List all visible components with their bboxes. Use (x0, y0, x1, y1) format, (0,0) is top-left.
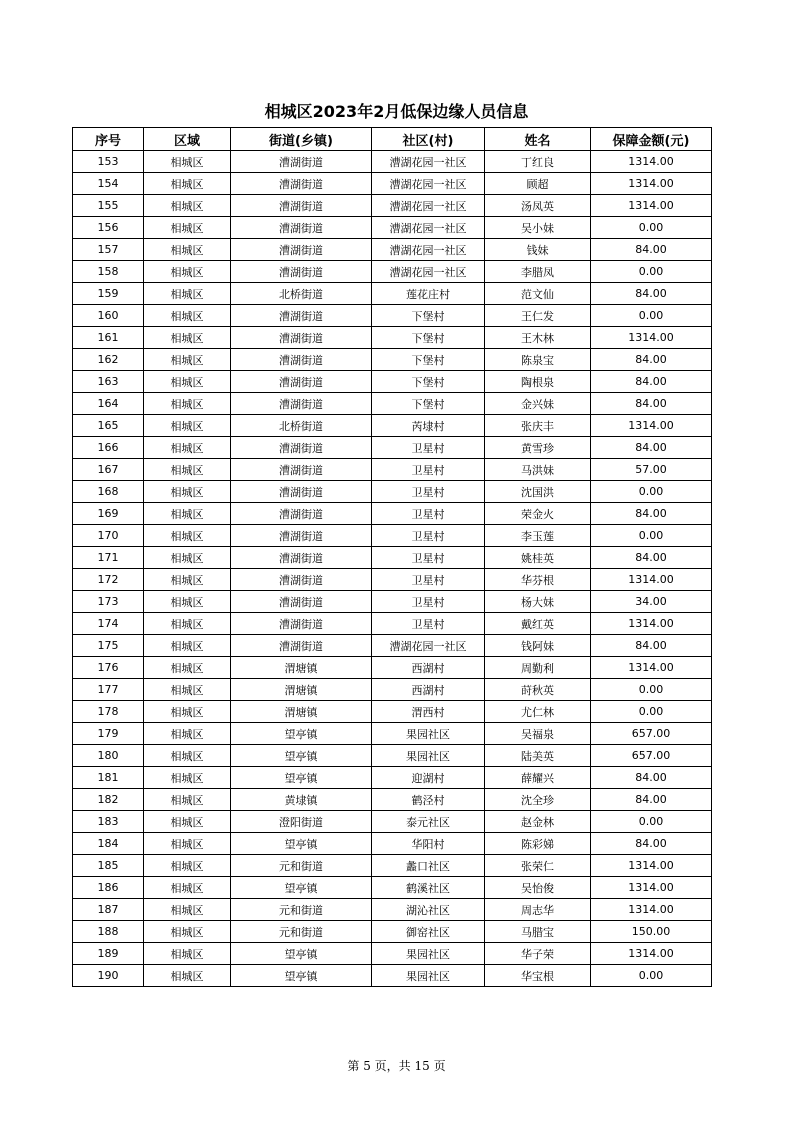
cell-street: 望亭镇 (231, 767, 372, 789)
cell-name: 华芬根 (485, 569, 591, 591)
cell-street: 望亭镇 (231, 943, 372, 965)
table-row (73, 965, 712, 987)
cell-index: 157 (73, 239, 144, 261)
col-header-name: 姓名 (485, 128, 591, 151)
cell-street: 漕湖街道 (231, 151, 372, 173)
cell-district: 相城区 (144, 173, 231, 195)
cell-index: 186 (73, 877, 144, 899)
cell-community: 卫星村 (372, 613, 485, 635)
table-row (73, 811, 712, 833)
cell-district: 相城区 (144, 899, 231, 921)
table-row (73, 745, 712, 767)
cell-name: 周勤利 (485, 657, 591, 679)
cell-district: 相城区 (144, 239, 231, 261)
cell-district: 相城区 (144, 811, 231, 833)
cell-amount: 84.00 (591, 789, 712, 811)
cell-name: 汤凤英 (485, 195, 591, 217)
cell-amount: 0.00 (591, 481, 712, 503)
cell-street: 漕湖街道 (231, 217, 372, 239)
cell-index: 154 (73, 173, 144, 195)
cell-name: 顾超 (485, 173, 591, 195)
cell-district: 相城区 (144, 327, 231, 349)
cell-community: 卫星村 (372, 437, 485, 459)
cell-community: 漕湖花园一社区 (372, 195, 485, 217)
cell-street: 渭塘镇 (231, 657, 372, 679)
cell-street: 漕湖街道 (231, 173, 372, 195)
cell-street: 望亭镇 (231, 877, 372, 899)
cell-index: 170 (73, 525, 144, 547)
cell-district: 相城区 (144, 349, 231, 371)
cell-index: 173 (73, 591, 144, 613)
cell-name: 华宝根 (485, 965, 591, 987)
cell-amount: 1314.00 (591, 613, 712, 635)
cell-community: 湖沁社区 (372, 899, 485, 921)
cell-index: 163 (73, 371, 144, 393)
cell-amount: 1314.00 (591, 657, 712, 679)
cell-community: 果园社区 (372, 745, 485, 767)
cell-index: 185 (73, 855, 144, 877)
cell-district: 相城区 (144, 393, 231, 415)
cell-index: 168 (73, 481, 144, 503)
cell-index: 183 (73, 811, 144, 833)
cell-name: 张庆丰 (485, 415, 591, 437)
cell-name: 钱阿妹 (485, 635, 591, 657)
cell-community: 芮埭村 (372, 415, 485, 437)
table-row (73, 679, 712, 701)
cell-community: 卫星村 (372, 547, 485, 569)
cell-amount: 84.00 (591, 283, 712, 305)
cell-community: 漕湖花园一社区 (372, 173, 485, 195)
cell-name: 姚桂英 (485, 547, 591, 569)
cell-name: 吴怡俊 (485, 877, 591, 899)
cell-district: 相城区 (144, 965, 231, 987)
cell-amount: 0.00 (591, 525, 712, 547)
cell-street: 漕湖街道 (231, 613, 372, 635)
cell-name: 莳秋英 (485, 679, 591, 701)
cell-district: 相城区 (144, 701, 231, 723)
cell-district: 相城区 (144, 371, 231, 393)
table-row (73, 305, 712, 327)
cell-community: 漕湖花园一社区 (372, 261, 485, 283)
table-row (73, 657, 712, 679)
cell-index: 181 (73, 767, 144, 789)
cell-amount: 1314.00 (591, 569, 712, 591)
cell-index: 162 (73, 349, 144, 371)
cell-index: 177 (73, 679, 144, 701)
cell-community: 下堡村 (372, 327, 485, 349)
cell-community: 卫星村 (372, 459, 485, 481)
table-row (73, 877, 712, 899)
cell-index: 176 (73, 657, 144, 679)
cell-street: 元和街道 (231, 855, 372, 877)
cell-name: 戴红英 (485, 613, 591, 635)
cell-community: 果园社区 (372, 723, 485, 745)
cell-district: 相城区 (144, 459, 231, 481)
cell-district: 相城区 (144, 657, 231, 679)
cell-district: 相城区 (144, 261, 231, 283)
cell-name: 李玉莲 (485, 525, 591, 547)
cell-district: 相城区 (144, 217, 231, 239)
cell-street: 北桥街道 (231, 415, 372, 437)
cell-amount: 0.00 (591, 811, 712, 833)
cell-street: 望亭镇 (231, 965, 372, 987)
cell-index: 172 (73, 569, 144, 591)
cell-amount: 150.00 (591, 921, 712, 943)
cell-community: 下堡村 (372, 371, 485, 393)
table-row (73, 921, 712, 943)
cell-street: 漕湖街道 (231, 371, 372, 393)
cell-amount: 84.00 (591, 635, 712, 657)
cell-name: 杨大妹 (485, 591, 591, 613)
cell-district: 相城区 (144, 437, 231, 459)
cell-amount: 34.00 (591, 591, 712, 613)
cell-community: 鹤溪社区 (372, 877, 485, 899)
cell-community: 漕湖花园一社区 (372, 239, 485, 261)
cell-district: 相城区 (144, 151, 231, 173)
table-row (73, 195, 712, 217)
table-row (73, 151, 712, 173)
cell-name: 吴小妹 (485, 217, 591, 239)
table-row (73, 437, 712, 459)
cell-street: 漕湖街道 (231, 261, 372, 283)
cell-street: 漕湖街道 (231, 481, 372, 503)
cell-name: 王木林 (485, 327, 591, 349)
table-row (73, 723, 712, 745)
cell-name: 陈彩娣 (485, 833, 591, 855)
cell-community: 果园社区 (372, 943, 485, 965)
cell-community: 漕湖花园一社区 (372, 217, 485, 239)
cell-amount: 0.00 (591, 261, 712, 283)
cell-street: 望亭镇 (231, 745, 372, 767)
data-table (72, 127, 712, 987)
cell-district: 相城区 (144, 547, 231, 569)
cell-index: 174 (73, 613, 144, 635)
cell-amount: 0.00 (591, 217, 712, 239)
cell-index: 178 (73, 701, 144, 723)
cell-district: 相城区 (144, 921, 231, 943)
cell-name: 黄雪珍 (485, 437, 591, 459)
cell-community: 莲花庄村 (372, 283, 485, 305)
cell-amount: 1314.00 (591, 151, 712, 173)
table-body (73, 151, 712, 987)
table-row (73, 371, 712, 393)
cell-index: 175 (73, 635, 144, 657)
table-row (73, 789, 712, 811)
col-header-amount: 保障金额(元) (591, 128, 712, 151)
cell-street: 漕湖街道 (231, 525, 372, 547)
cell-street: 望亭镇 (231, 723, 372, 745)
cell-community: 卫星村 (372, 503, 485, 525)
cell-index: 189 (73, 943, 144, 965)
table-row (73, 503, 712, 525)
cell-amount: 1314.00 (591, 877, 712, 899)
cell-name: 陶根泉 (485, 371, 591, 393)
table-row (73, 173, 712, 195)
cell-street: 黄埭镇 (231, 789, 372, 811)
cell-amount: 84.00 (591, 239, 712, 261)
cell-index: 160 (73, 305, 144, 327)
cell-name: 金兴妹 (485, 393, 591, 415)
cell-district: 相城区 (144, 195, 231, 217)
cell-community: 漕湖花园一社区 (372, 151, 485, 173)
cell-name: 李腊凤 (485, 261, 591, 283)
cell-community: 下堡村 (372, 305, 485, 327)
cell-name: 周志华 (485, 899, 591, 921)
table-row (73, 261, 712, 283)
cell-index: 153 (73, 151, 144, 173)
cell-community: 卫星村 (372, 525, 485, 547)
table-row (73, 415, 712, 437)
cell-index: 161 (73, 327, 144, 349)
cell-district: 相城区 (144, 503, 231, 525)
cell-district: 相城区 (144, 415, 231, 437)
cell-amount: 0.00 (591, 305, 712, 327)
cell-index: 159 (73, 283, 144, 305)
header-row (73, 128, 712, 151)
table-row (73, 943, 712, 965)
cell-name: 陆美英 (485, 745, 591, 767)
table-row (73, 481, 712, 503)
cell-community: 果园社区 (372, 965, 485, 987)
cell-amount: 1314.00 (591, 899, 712, 921)
page-title: 相城区2023年2月低保边缘人员信息 (264, 102, 529, 121)
table-row (73, 899, 712, 921)
cell-name: 陈泉宝 (485, 349, 591, 371)
cell-amount: 1314.00 (591, 173, 712, 195)
cell-community: 漕湖花园一社区 (372, 635, 485, 657)
cell-amount: 1314.00 (591, 327, 712, 349)
cell-community: 渭西村 (372, 701, 485, 723)
cell-name: 钱妹 (485, 239, 591, 261)
cell-district: 相城区 (144, 745, 231, 767)
cell-amount: 84.00 (591, 547, 712, 569)
cell-index: 182 (73, 789, 144, 811)
cell-community: 卫星村 (372, 591, 485, 613)
cell-street: 漕湖街道 (231, 327, 372, 349)
col-header-index: 序号 (73, 128, 144, 151)
cell-amount: 1314.00 (591, 415, 712, 437)
cell-street: 漕湖街道 (231, 459, 372, 481)
cell-amount: 84.00 (591, 393, 712, 415)
cell-district: 相城区 (144, 569, 231, 591)
cell-amount: 1314.00 (591, 943, 712, 965)
cell-district: 相城区 (144, 613, 231, 635)
cell-street: 澄阳街道 (231, 811, 372, 833)
cell-community: 御窑社区 (372, 921, 485, 943)
cell-amount: 84.00 (591, 349, 712, 371)
cell-street: 元和街道 (231, 921, 372, 943)
cell-community: 下堡村 (372, 393, 485, 415)
cell-community: 泰元社区 (372, 811, 485, 833)
cell-district: 相城区 (144, 525, 231, 547)
cell-index: 166 (73, 437, 144, 459)
cell-amount: 0.00 (591, 701, 712, 723)
page-footer: 第 5 页，共 15 页 (347, 1059, 446, 1073)
cell-index: 158 (73, 261, 144, 283)
cell-street: 漕湖街道 (231, 195, 372, 217)
cell-amount: 84.00 (591, 437, 712, 459)
cell-name: 薛耀兴 (485, 767, 591, 789)
cell-community: 西湖村 (372, 679, 485, 701)
cell-district: 相城区 (144, 855, 231, 877)
cell-street: 漕湖街道 (231, 349, 372, 371)
cell-street: 望亭镇 (231, 833, 372, 855)
cell-name: 张荣仁 (485, 855, 591, 877)
table-row (73, 833, 712, 855)
table-row (73, 855, 712, 877)
cell-index: 156 (73, 217, 144, 239)
table-row (73, 217, 712, 239)
table-row (73, 283, 712, 305)
cell-amount: 657.00 (591, 723, 712, 745)
cell-name: 王仁发 (485, 305, 591, 327)
cell-name: 尤仁林 (485, 701, 591, 723)
cell-amount: 57.00 (591, 459, 712, 481)
cell-index: 179 (73, 723, 144, 745)
cell-district: 相城区 (144, 723, 231, 745)
cell-district: 相城区 (144, 767, 231, 789)
cell-name: 荣金火 (485, 503, 591, 525)
cell-street: 北桥街道 (231, 283, 372, 305)
cell-index: 184 (73, 833, 144, 855)
cell-community: 迎湖村 (372, 767, 485, 789)
cell-district: 相城区 (144, 943, 231, 965)
cell-street: 漕湖街道 (231, 437, 372, 459)
cell-district: 相城区 (144, 481, 231, 503)
cell-index: 165 (73, 415, 144, 437)
cell-street: 漕湖街道 (231, 569, 372, 591)
cell-district: 相城区 (144, 305, 231, 327)
cell-street: 漕湖街道 (231, 591, 372, 613)
cell-district: 相城区 (144, 635, 231, 657)
cell-name: 马洪妹 (485, 459, 591, 481)
table-row (73, 767, 712, 789)
cell-name: 丁红良 (485, 151, 591, 173)
cell-amount: 1314.00 (591, 855, 712, 877)
cell-index: 187 (73, 899, 144, 921)
table-row (73, 547, 712, 569)
cell-street: 漕湖街道 (231, 635, 372, 657)
cell-district: 相城区 (144, 591, 231, 613)
cell-amount: 84.00 (591, 503, 712, 525)
cell-district: 相城区 (144, 789, 231, 811)
col-header-street: 街道(乡镇) (231, 128, 372, 151)
cell-street: 漕湖街道 (231, 239, 372, 261)
cell-name: 范文仙 (485, 283, 591, 305)
cell-index: 188 (73, 921, 144, 943)
cell-street: 漕湖街道 (231, 305, 372, 327)
cell-community: 华阳村 (372, 833, 485, 855)
cell-amount: 0.00 (591, 679, 712, 701)
table-row (73, 635, 712, 657)
cell-amount: 84.00 (591, 833, 712, 855)
cell-name: 华子荣 (485, 943, 591, 965)
table-row (73, 327, 712, 349)
cell-index: 164 (73, 393, 144, 415)
col-header-community: 社区(村) (372, 128, 485, 151)
cell-community: 卫星村 (372, 481, 485, 503)
cell-name: 赵金林 (485, 811, 591, 833)
cell-street: 漕湖街道 (231, 393, 372, 415)
cell-name: 吴福泉 (485, 723, 591, 745)
cell-amount: 84.00 (591, 767, 712, 789)
cell-index: 167 (73, 459, 144, 481)
cell-amount: 84.00 (591, 371, 712, 393)
cell-name: 沈全珍 (485, 789, 591, 811)
cell-community: 卫星村 (372, 569, 485, 591)
cell-street: 漕湖街道 (231, 503, 372, 525)
cell-amount: 1314.00 (591, 195, 712, 217)
cell-community: 下堡村 (372, 349, 485, 371)
cell-district: 相城区 (144, 877, 231, 899)
table-row (73, 591, 712, 613)
cell-street: 元和街道 (231, 899, 372, 921)
col-header-district: 区域 (144, 128, 231, 151)
table-row (73, 613, 712, 635)
cell-amount: 0.00 (591, 965, 712, 987)
cell-index: 180 (73, 745, 144, 767)
table-row (73, 701, 712, 723)
cell-index: 155 (73, 195, 144, 217)
cell-name: 马腊宝 (485, 921, 591, 943)
cell-street: 漕湖街道 (231, 547, 372, 569)
table-row (73, 459, 712, 481)
cell-amount: 657.00 (591, 745, 712, 767)
cell-community: 鹤泾村 (372, 789, 485, 811)
table-row (73, 239, 712, 261)
table-row (73, 569, 712, 591)
cell-index: 190 (73, 965, 144, 987)
table-row (73, 393, 712, 415)
cell-district: 相城区 (144, 283, 231, 305)
cell-street: 渭塘镇 (231, 679, 372, 701)
cell-street: 渭塘镇 (231, 701, 372, 723)
table-row (73, 349, 712, 371)
cell-district: 相城区 (144, 679, 231, 701)
cell-index: 171 (73, 547, 144, 569)
cell-index: 169 (73, 503, 144, 525)
cell-name: 沈国洪 (485, 481, 591, 503)
cell-community: 蠡口社区 (372, 855, 485, 877)
table-row (73, 525, 712, 547)
cell-community: 西湖村 (372, 657, 485, 679)
cell-district: 相城区 (144, 833, 231, 855)
